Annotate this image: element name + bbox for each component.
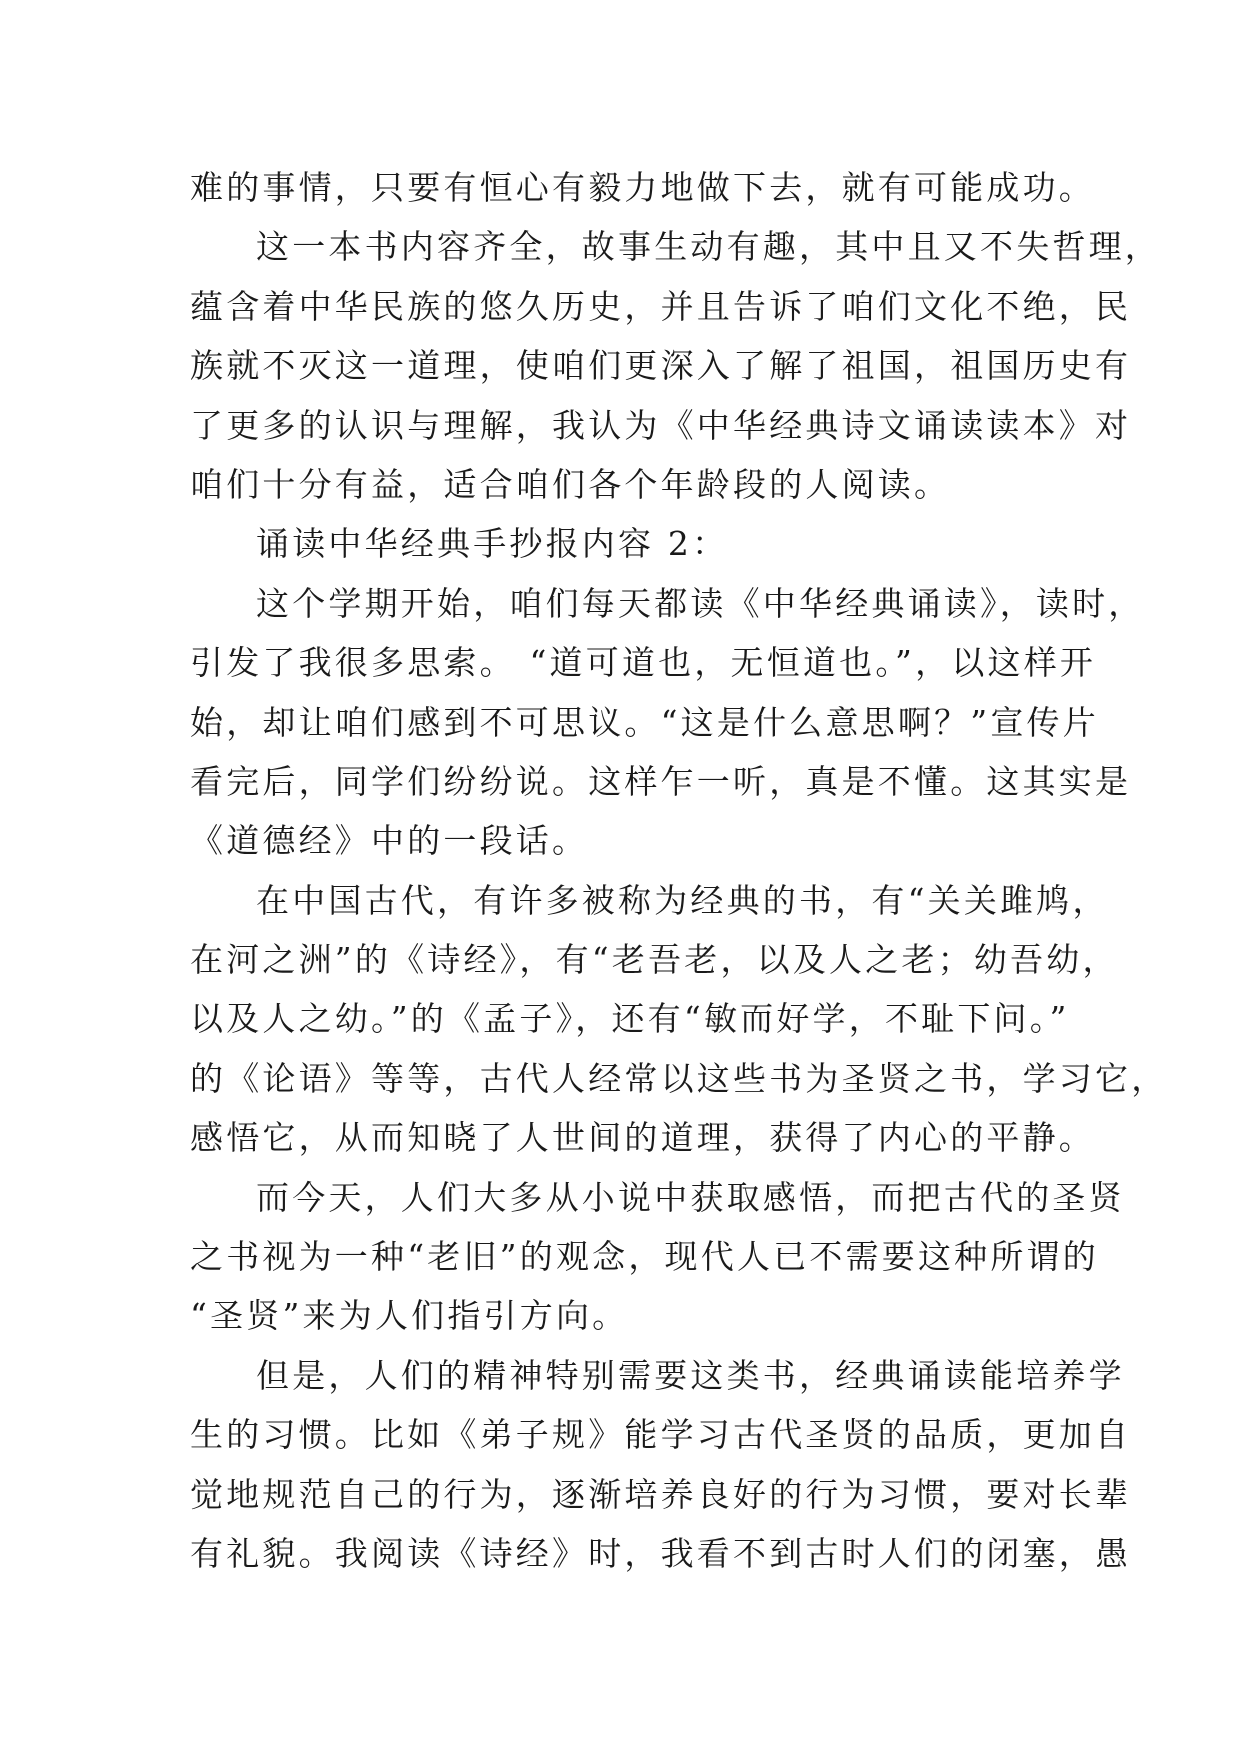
text-line: 有礼貌。我阅读《诗经》时，我看不到古时人们的闭塞，愚 (190, 1533, 1132, 1573)
text-line: 了更多的认识与理解，我认为《中华经典诗文诵读读本》对 (190, 405, 1132, 445)
text-line: 觉地规范自己的行为，逐渐培养良好的行为习惯，要对长辈 (190, 1474, 1132, 1514)
text-line: 咱们十分有益，适合咱们各个年龄段的人阅读。 (190, 464, 951, 504)
text-line: 在河之洲”的《诗经》，有“老吾老，以及人之老；幼吾幼， (190, 940, 1119, 980)
text-line: 的《论语》等等，古代人经常以这些书为圣贤之书，学习它， (190, 1058, 1168, 1098)
text-line: 以及人之幼。”的《孟子》，还有“敏而好学，不耻下问。” (190, 999, 1070, 1039)
text-line: 蕴含着中华民族的悠久历史，并且告诉了咱们文化不绝，民 (190, 286, 1132, 326)
text-line: 生的习惯。比如《弟子规》能学习古代圣贤的品质，更加自 (190, 1415, 1132, 1455)
text-line: 在中国古代，有许多被称为经典的书，有“关关雎鸠， (256, 880, 1109, 920)
text-line: 诵读中华经典手抄报内容 2： (256, 524, 729, 564)
text-line: 而今天，人们大多从小说中获取感悟，而把古代的圣贤 (256, 1177, 1125, 1217)
text-line: 之书视为一种“老旧”的观念，现代人已不需要这种所谓的 (190, 1237, 1099, 1277)
text-line: 引发了我很多思索。 “道可道也，无恒道也。”，以这样开 (190, 643, 1097, 683)
text-line: 《道德经》中的一段话。 (190, 821, 589, 861)
text-line: 族就不灭这一道理，使咱们更深入了解了祖国，祖国历史有 (190, 346, 1132, 386)
text-line: 看完后，同学们纷纷说。这样乍一听，真是不懂。这其实是 (190, 761, 1132, 801)
text-line: 这一本书内容齐全，故事生动有趣，其中且又不失哲理， (256, 227, 1161, 267)
text-line: 这个学期开始，咱们每天都读《中华经典诵读》，读时， (256, 583, 1145, 623)
text-line: “圣贤”来为人们指引方向。 (190, 1296, 629, 1336)
text-line: 始，却让咱们感到不可思议。“这是什么意思啊？”宣传片 (190, 702, 1099, 742)
text-line: 感悟它，从而知晓了人世间的道理，获得了内心的平静。 (190, 1118, 1095, 1158)
document-body (190, 158, 1168, 1583)
text-line: 难的事情，只要有恒心有毅力地做下去，就有可能成功。 (190, 168, 1095, 207)
text-line: 但是，人们的精神特别需要这类书，经典诵读能培养学 (256, 1355, 1125, 1395)
